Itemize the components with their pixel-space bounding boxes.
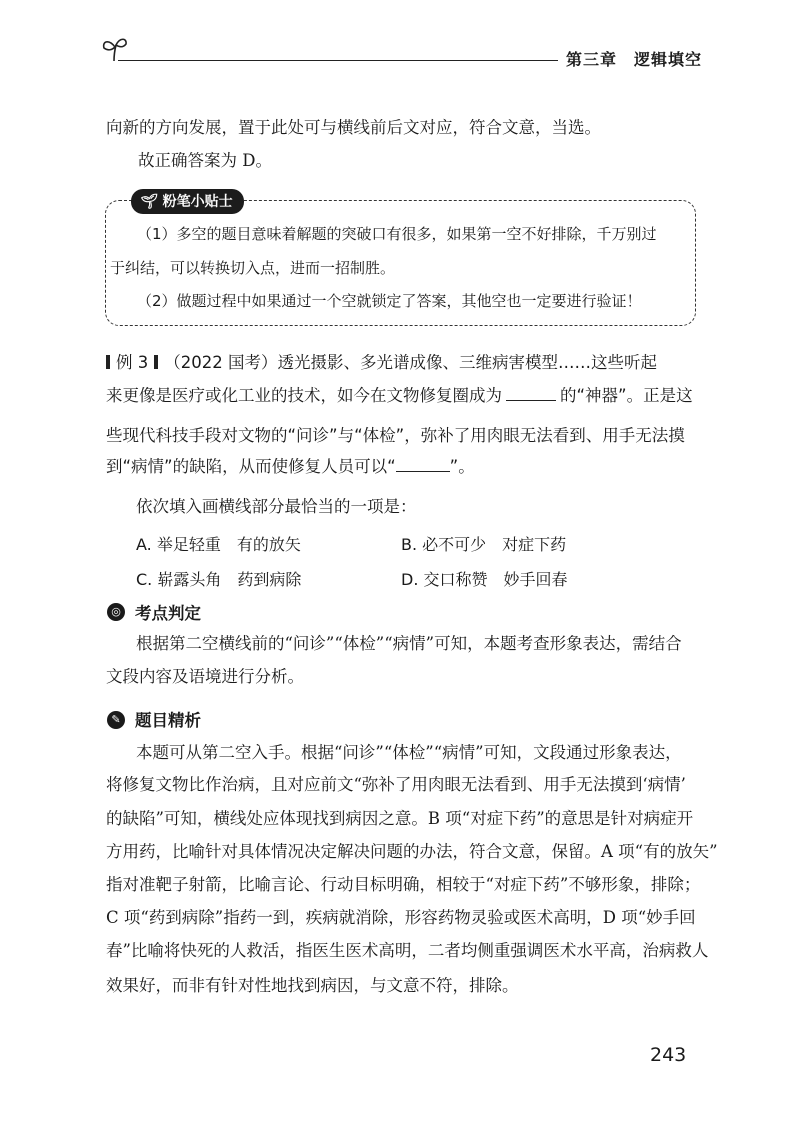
point-line-2: 文段内容及语境进行分析。 xyxy=(106,667,304,686)
header-rule xyxy=(118,60,558,61)
tip-line-3: （2）做题过程中如果通过一个空就锁定了答案，其他空也一定要进行验证！ xyxy=(137,292,642,310)
answer-line: 故正确答案为 D。 xyxy=(138,151,272,170)
example-bar-left xyxy=(106,355,110,369)
example-line-1-text: （2022 国考）透光摄影、多光谱成像、三维病害模型……这些听起 xyxy=(164,353,657,372)
point-line-1: 根据第二空横线前的“问诊”“体检”“病情”可知，本题考查形象表达，需结合 xyxy=(136,634,682,653)
intro-line: 向新的方向发展，置于此处可与横线前后文对应，符合文意，当选。 xyxy=(106,118,601,137)
analysis-icon: ✎ xyxy=(107,711,125,729)
blank-2 xyxy=(396,455,450,472)
example-line-3: 些现代科技手段对文物的“问诊”与“体检”，弥补了用肉眼无法看到、用手无法摸 xyxy=(106,426,685,445)
sprout-icon: 🌱︎ xyxy=(140,194,158,210)
example-line-1 xyxy=(106,348,696,378)
analysis-line: 方用药，比喻针对具体情况决定解决问题的办法，符合文意，保留。A 项“有的放矢” xyxy=(106,842,718,861)
analysis-line: 指对准靶子射箭，比喻言论、行动目标明确，相较于“对症下药”不够形象，排除； xyxy=(106,875,701,894)
point-title: 考点判定 xyxy=(135,604,201,623)
blank-1 xyxy=(506,384,556,401)
tip-line-2: 于纠结，可以转换切入点，进而一招制胜。 xyxy=(110,259,396,277)
tip-line-1: （1）多空的题目意味着解题的突破口有很多，如果第一空不好排除，千万别过 xyxy=(137,225,657,243)
analysis-line: 春”比喻将快死的人救活，指医生医术高明，二者均侧重强调医术水平高，治病救人 xyxy=(106,941,709,960)
analysis-line: C 项“药到病除”指药一到，疾病就消除，形容药物灵验或医术高明，D 项“妙手回 xyxy=(106,908,696,927)
analysis-line: 效果好，而非有针对性地找到病因，与文意不符，排除。 xyxy=(106,976,519,995)
example-bar-right xyxy=(154,355,158,369)
analysis-title: 题目精析 xyxy=(135,711,201,730)
option-c: C. 崭露头角 药到病除 xyxy=(136,570,302,589)
target-icon: ◎ xyxy=(107,603,125,621)
example-line-4: 到“病情”的缺陷，从而使修复人员可以“ ”。 xyxy=(106,457,475,476)
example-line-2: 来更像是医疗或化工业的技术，如今在文物修复圈成为 的“神器”。正是这 xyxy=(106,386,693,405)
analysis-line: 本题可从第二空入手。根据“问诊”“体检”“病情”可知，文段通过形象表达， xyxy=(136,743,682,762)
analysis-line: 将修复文物比作治病，且对应前文“弥补了用肉眼无法看到、用手无法摸到‘病情’ xyxy=(106,775,686,794)
option-a: A. 举足轻重 有的放矢 xyxy=(136,535,301,554)
page-number: 243 xyxy=(650,1044,687,1066)
option-d: D. 交口称赞 妙手回春 xyxy=(401,570,568,589)
tip-tag: 🌱︎ 粉笔小贴士 xyxy=(131,189,244,214)
chapter-title: 第三章 逻辑填空 xyxy=(566,50,703,69)
example-label: 例 3 xyxy=(116,353,149,372)
option-b: B. 必不可少 对症下药 xyxy=(401,535,567,554)
question-prompt: 依次填入画横线部分最恰当的一项是： xyxy=(136,497,417,516)
analysis-line: 的缺陷”可知，横线处应体现找到病因之意。B 项“对症下药”的意思是针对病症开 xyxy=(106,809,694,828)
